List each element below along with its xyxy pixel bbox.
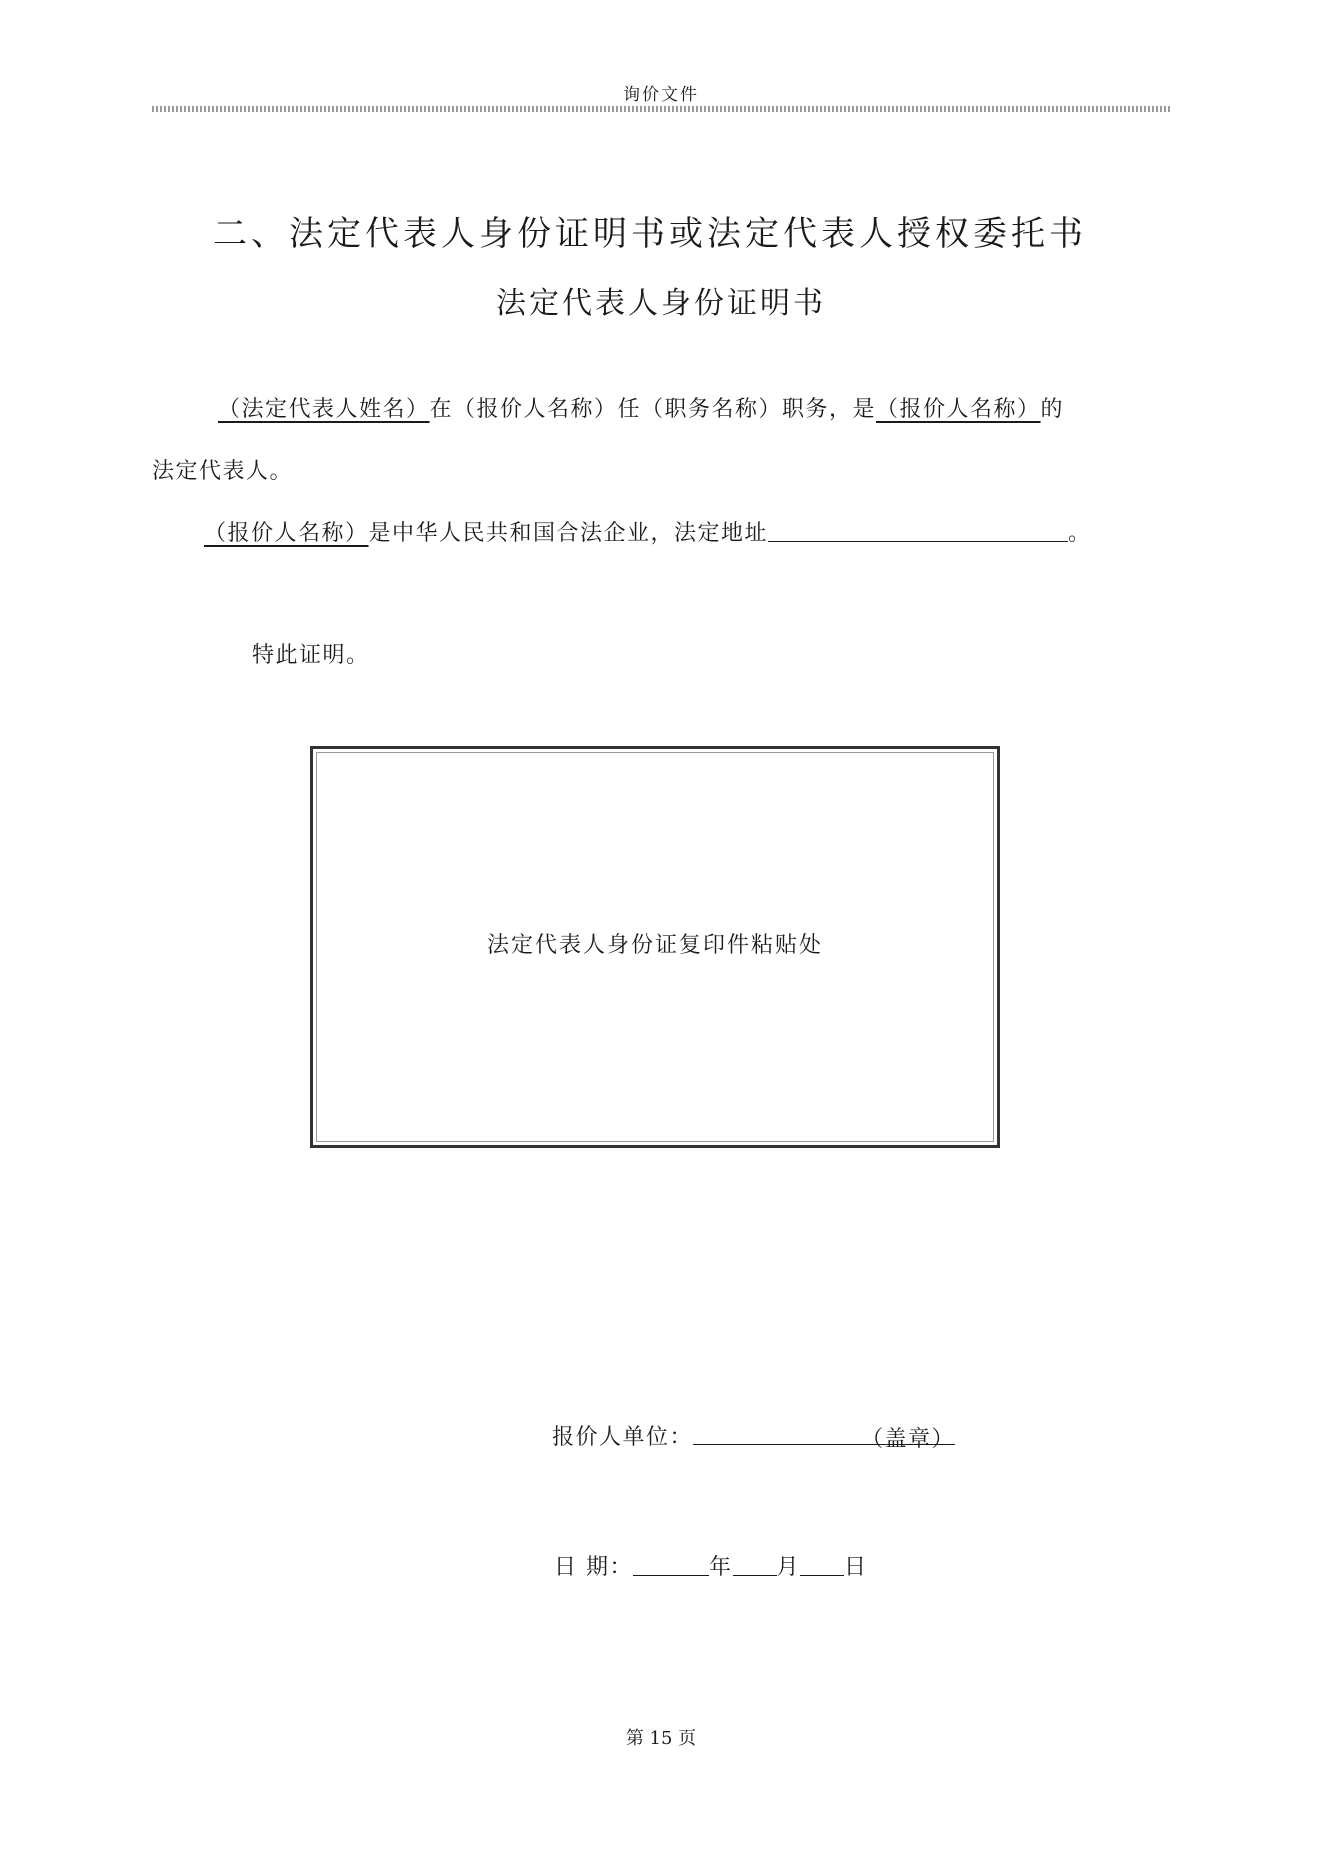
- document-title: 法定代表人身份证明书: [496, 286, 826, 321]
- document-header: 询价文件: [623, 85, 699, 105]
- page-number: 第 15 页: [625, 1728, 697, 1749]
- bidder-unit-line: [552, 1420, 955, 1451]
- id-copy-label: 法定代表人身份证复印件粘贴处: [486, 933, 823, 958]
- bidder-name-field: （报价人名称）: [876, 397, 1041, 422]
- year-label: 年: [709, 1555, 733, 1580]
- bidder-unit-label: 报价人单位：: [552, 1425, 694, 1450]
- paragraph-text: 是中华人民共和国合法企业，法定地址: [368, 521, 769, 546]
- paragraph-enterprise: [204, 516, 1092, 547]
- paragraph-representative-cont: 法定代表人。: [152, 459, 294, 484]
- date-label: 日 期：: [554, 1555, 633, 1580]
- year-blank: [633, 1553, 709, 1576]
- paragraph-representative: [218, 392, 1064, 423]
- certify-text: 特此证明。: [252, 643, 370, 668]
- day-label: 日: [844, 1555, 868, 1580]
- bidder-name-field: （报价人名称）: [204, 521, 369, 546]
- paragraph-text: 在（报价人名称）任（职务名称）职务，是: [429, 397, 877, 422]
- month-label: 月: [776, 1555, 801, 1580]
- section-title: 二、法定代表人身份证明书或法定代表人授权委托书: [213, 214, 1087, 254]
- header-divider: [152, 106, 1172, 112]
- address-blank: [768, 519, 1068, 542]
- seal-blank: [693, 1422, 956, 1452]
- paragraph-text: 的: [1040, 397, 1065, 422]
- rep-name-field: （法定代表人姓名）: [218, 397, 430, 422]
- date-line: [554, 1550, 868, 1581]
- seal-label: （盖章）: [861, 1427, 956, 1452]
- paragraph-text: 。: [1068, 521, 1092, 546]
- month-blank: [733, 1553, 777, 1576]
- day-blank: [800, 1553, 844, 1576]
